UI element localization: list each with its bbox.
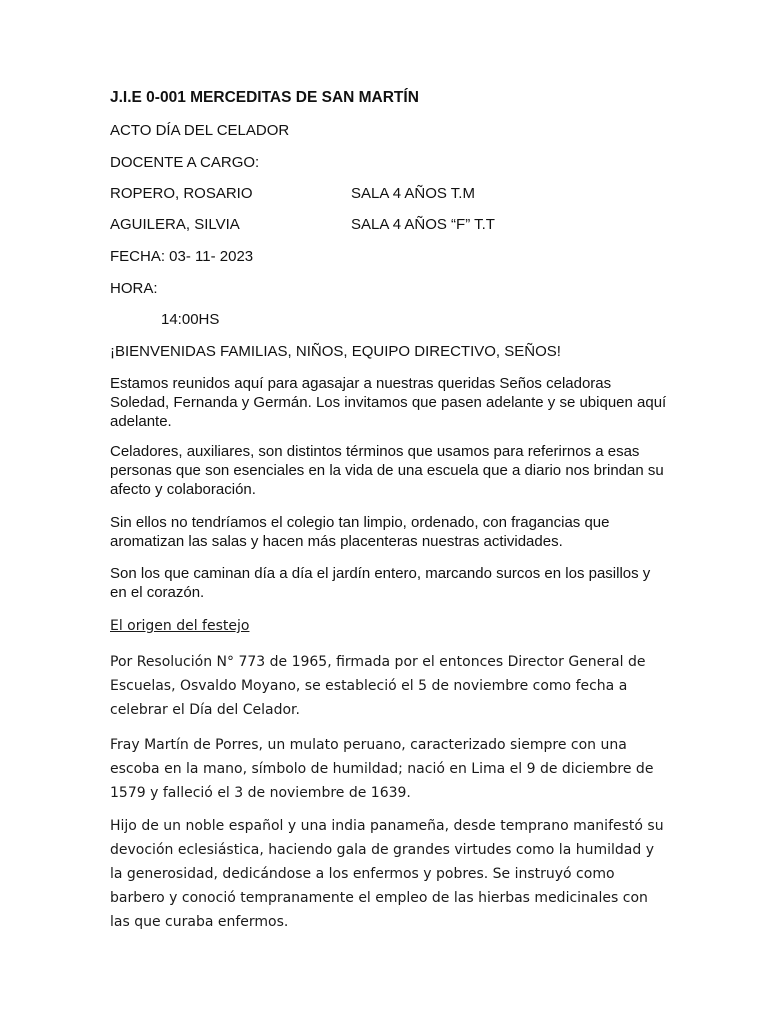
act-title: ACTO DÍA DEL CELADOR (110, 122, 290, 139)
teacher-name: AGUILERA, SILVIA (110, 216, 240, 233)
document-title: J.I.E 0-001 MERCEDITAS DE SAN MARTÍN (110, 89, 419, 106)
paragraph: Celadores, auxiliares, son distintos términos que usamos para referirnos a esas personas que son esenciales en la vida de una escuela que a diario nos brindan su afecto y colaboración. (110, 443, 664, 498)
teacher-room: SALA 4 AÑOS T.M (351, 185, 475, 202)
teacher-label: DOCENTE A CARGO: (110, 154, 260, 171)
origin-paragraph: Fray Martín de Porres, un mulato peruano, caracterizado siempre con una escoba en la mano, símbolo de humildad; nació en Lima el 9 de diciembre de 1579 y falleció el 3 de noviembre de 1639. (110, 737, 654, 801)
teacher-name: ROPERO, ROSARIO (110, 185, 253, 202)
time-label: HORA: (110, 280, 158, 297)
welcome-line: ¡BIENVENIDAS FAMILIAS, NIÑOS, EQUIPO DIRECTIVO, SEÑOS! (110, 343, 561, 360)
origin-paragraph: Hijo de un noble español y una india panameña, desde temprano manifestó su devoción eclesiástica, haciendo gala de grandes virtudes como la humildad y la generosidad, dedicándose a los enfermos y pobres. Se instruyó como barbero y conoció tempranamente el empleo de las hierbas medicinales con las que curaba enfermos. (110, 818, 664, 930)
time-value: 14:00HS (161, 311, 220, 328)
paragraph: Estamos reunidos aquí para agasajar a nuestras queridas Seños celadoras Soledad, Fernanda y Germán. Los invitamos que pasen adelante y se ubiquen aquí adelante. (110, 375, 667, 430)
paragraph: Son los que caminan día a día el jardín entero, marcando surcos en los pasillos y en el corazón. (110, 565, 651, 601)
teacher-room: SALA 4 AÑOS “F” T.T (351, 216, 495, 233)
origin-heading: El origen del festejo (110, 618, 250, 634)
paragraph: Sin ellos no tendríamos el colegio tan limpio, ordenado, con fragancias que aromatizan las salas y hacen más placenteras nuestras actividades. (110, 514, 610, 550)
origin-paragraph: Por Resolución N° 773 de 1965, firmada por el entonces Director General de Escuelas, Osvaldo Moyano, se estableció el 5 de noviembre como fecha a celebrar el Día del Celador. (110, 654, 646, 718)
date-line: FECHA: 03- 11- 2023 (110, 248, 254, 265)
